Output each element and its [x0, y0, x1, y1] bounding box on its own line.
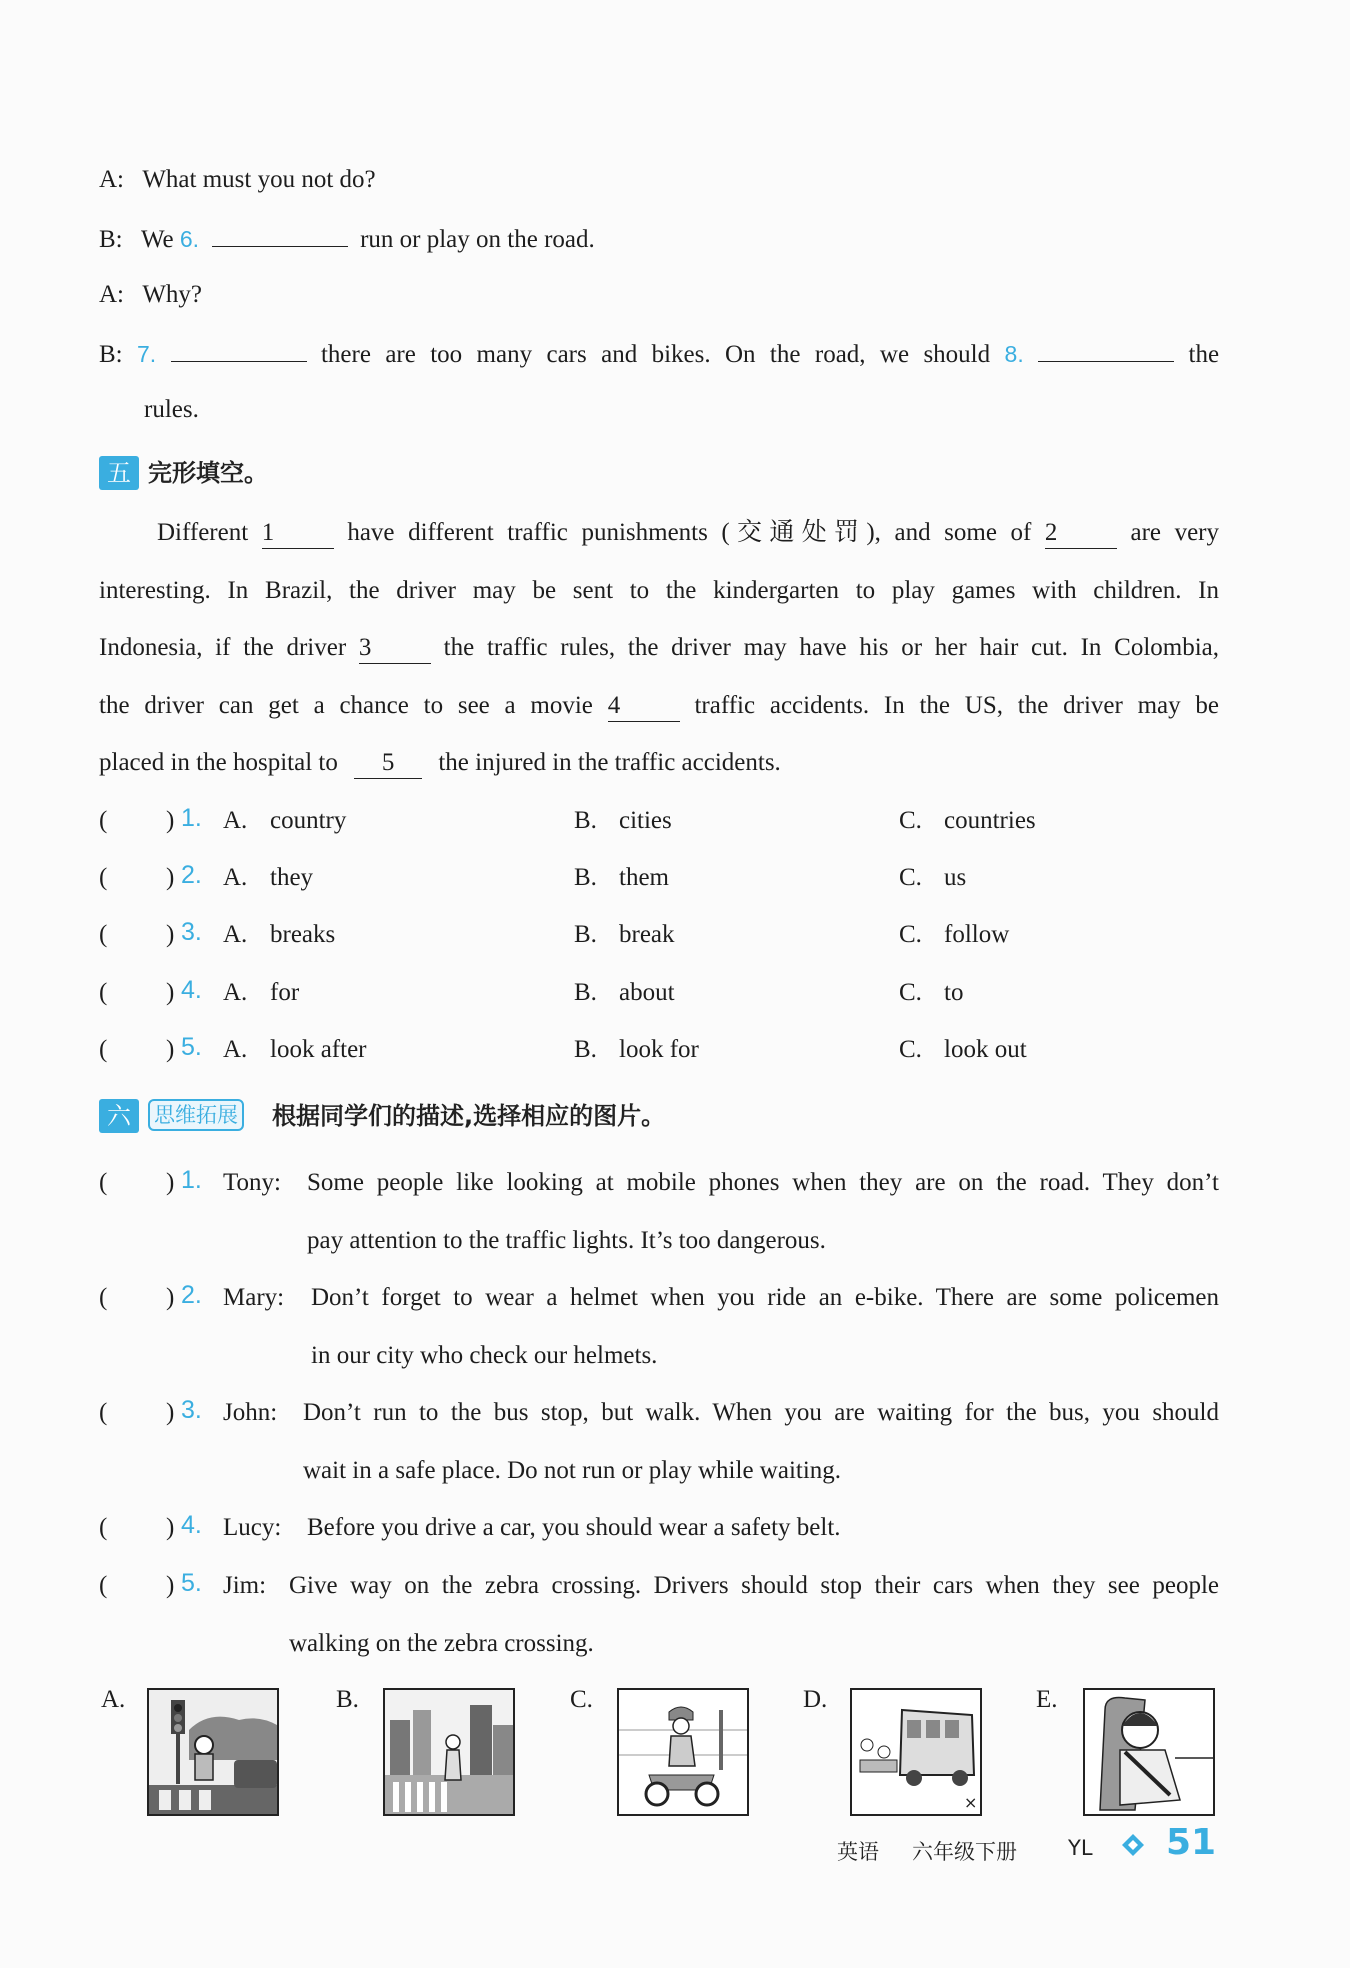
cloze-line-1: [157, 518, 1219, 549]
question-number: 4.: [181, 1511, 202, 1539]
option-b[interactable]: cities: [619, 807, 672, 834]
description-text: Some people like looking at mobile phones when they are on the road. They don’t: [307, 1169, 1219, 1196]
cloze-blank-3[interactable]: 3: [359, 633, 431, 664]
cloze-text: placed in the hospital to: [99, 749, 338, 776]
option-c[interactable]: countries: [944, 807, 1036, 834]
option-letter: C.: [899, 921, 922, 948]
description-text: Don’t run to the bus stop, but walk. When you are waiting for the bus, you should: [303, 1399, 1219, 1426]
picture-label-a: A.: [101, 1686, 126, 1713]
cloze-line-2: interesting. In Brazil, the driver may be sent to the kindergarten to play games with children. In: [99, 577, 1219, 604]
question-number: 5.: [181, 1569, 202, 1597]
section-tag: 思维拓展: [148, 1099, 244, 1131]
section-badge-6: 六: [99, 1099, 139, 1133]
question-number: 5.: [181, 1033, 202, 1061]
dialogue-text: the: [1188, 341, 1220, 368]
option-letter: C.: [899, 979, 922, 1006]
option-c[interactable]: to: [944, 979, 964, 1006]
speaker-label: B:: [99, 226, 123, 253]
option-c[interactable]: follow: [944, 921, 1010, 948]
question-number: 8.: [1004, 341, 1024, 367]
bus-stop-scene-icon: [852, 1690, 980, 1814]
cloze-text: Indonesia, if the driver: [99, 634, 347, 661]
cloze-text: the driver can get a chance to see a movie: [99, 692, 593, 719]
section-badge-5: 五: [99, 456, 139, 490]
speaker-name: Mary:: [223, 1284, 285, 1311]
question-number: 1.: [181, 1166, 202, 1194]
answer-paren[interactable]: (: [99, 807, 108, 834]
question-number: 2.: [181, 861, 202, 889]
speaker-name: Jim:: [223, 1572, 267, 1599]
cloze-blank-4[interactable]: 4: [608, 691, 680, 722]
dialogue-line-2: [99, 222, 595, 255]
question-number: 1.: [181, 804, 202, 832]
answer-paren-close: ): [166, 1572, 175, 1599]
speaker-label: A:: [99, 281, 124, 308]
dialogue-line-1: [99, 165, 376, 195]
cloze-blank-1[interactable]: 1: [262, 518, 334, 549]
option-letter: B.: [574, 1036, 597, 1063]
option-letter: C.: [899, 807, 922, 834]
section-title-6: 根据同学们的描述,选择相应的图片。: [272, 1102, 666, 1130]
dialogue-text: What must you not do?: [142, 166, 376, 193]
cloze-text: are very: [1130, 519, 1220, 546]
picture-d-bus-stop[interactable]: [850, 1688, 982, 1816]
footer-edition: YL: [1068, 1836, 1093, 1860]
answer-paren[interactable]: (: [99, 979, 108, 1006]
speaker-name: John:: [223, 1399, 278, 1426]
seat-belt-scene-icon: [1085, 1690, 1213, 1814]
cloze-line-4: [99, 691, 1219, 722]
picture-b-zebra-crossing[interactable]: [383, 1688, 515, 1816]
cloze-line-5: [99, 748, 781, 779]
picture-e-seat-belt[interactable]: [1083, 1688, 1215, 1816]
dialogue-line-3: [99, 280, 202, 310]
answer-paren-close: ): [166, 1169, 175, 1196]
option-b[interactable]: them: [619, 864, 669, 891]
diamond-icon: [1120, 1832, 1146, 1858]
question-number: 3.: [181, 918, 202, 946]
picture-label-e: E.: [1036, 1686, 1058, 1713]
picture-label-b: B.: [336, 1686, 359, 1713]
answer-paren-close: ): [166, 1514, 175, 1541]
option-letter: A.: [223, 921, 248, 948]
option-b[interactable]: break: [619, 921, 675, 948]
option-c[interactable]: look out: [944, 1036, 1027, 1063]
description-text: Before you drive a car, you should wear a safety belt.: [307, 1514, 841, 1541]
section-title-5: 完形填空。: [148, 459, 268, 487]
answer-paren[interactable]: (: [99, 1169, 108, 1196]
option-letter: B.: [574, 807, 597, 834]
footer-grade: 六年级下册: [912, 1840, 1017, 1864]
description-text: pay attention to the traffic lights. It’s too dangerous.: [307, 1227, 826, 1254]
option-a[interactable]: breaks: [270, 921, 336, 948]
answer-paren[interactable]: (: [99, 921, 108, 948]
helmet-ebike-scene-icon: [619, 1690, 747, 1814]
option-letter: A.: [223, 979, 248, 1006]
cloze-text: the traffic rules, the driver may have his or her hair cut. In Colombia,: [443, 634, 1220, 661]
dialogue-text: We: [140, 226, 174, 253]
page-number: 51: [1166, 1822, 1217, 1863]
answer-paren-close: ): [166, 1284, 175, 1311]
picture-a-traffic-light-phone[interactable]: [147, 1688, 279, 1816]
question-number: 6.: [179, 226, 200, 252]
description-text: Don’t forget to wear a helmet when you ride an e-bike. There are some policemen: [311, 1284, 1219, 1311]
option-a[interactable]: country: [270, 807, 347, 834]
option-b[interactable]: about: [619, 979, 675, 1006]
zebra-crossing-scene-icon: [385, 1690, 513, 1814]
cloze-text: Different: [157, 519, 249, 546]
option-b[interactable]: look for: [619, 1036, 699, 1063]
answer-paren[interactable]: (: [99, 864, 108, 891]
option-c[interactable]: us: [944, 864, 967, 891]
dialogue-text: there are too many cars and bikes. On the road, we should: [320, 341, 991, 368]
option-letter: A.: [223, 1036, 248, 1063]
speaker-name: Tony:: [223, 1169, 281, 1196]
answer-paren-close: ): [166, 921, 175, 948]
description-text: in our city who check our helmets.: [311, 1342, 658, 1369]
description-text: walking on the zebra crossing.: [289, 1630, 594, 1657]
picture-c-helmet-ebike[interactable]: [617, 1688, 749, 1816]
answer-paren[interactable]: (: [99, 1036, 108, 1063]
description-text: Give way on the zebra crossing. Drivers should stop their cars when they see people: [289, 1572, 1219, 1599]
question-number: 7.: [137, 341, 157, 367]
cloze-blank-2[interactable]: 2: [1045, 518, 1117, 549]
option-a[interactable]: for: [270, 979, 300, 1006]
option-letter: B.: [574, 979, 597, 1006]
option-a[interactable]: they: [270, 864, 314, 891]
footer-subject: 英语: [837, 1840, 879, 1864]
speaker-label: B:: [99, 341, 123, 368]
answer-paren-close: ): [166, 1399, 175, 1426]
answer-blank-6[interactable]: [212, 222, 348, 247]
option-letter: C.: [899, 1036, 922, 1063]
option-letter: C.: [899, 864, 922, 891]
answer-paren-close: ): [166, 1036, 175, 1063]
question-number: 3.: [181, 1396, 202, 1424]
cloze-text: have different traffic punishments (交通处罚), and some of: [347, 519, 1032, 546]
picture-label-c: C.: [570, 1686, 593, 1713]
svg-text:×: ×: [964, 1793, 978, 1812]
cloze-line-3: [99, 633, 1219, 664]
answer-blank-8[interactable]: [1038, 337, 1174, 362]
speaker-label: A:: [99, 166, 124, 193]
dialogue-text: run or play on the road.: [360, 226, 595, 253]
cloze-blank-5[interactable]: 5: [354, 748, 422, 779]
answer-paren[interactable]: (: [99, 1284, 108, 1311]
cloze-text: traffic accidents. In the US, the driver may be: [694, 692, 1220, 719]
answer-paren[interactable]: (: [99, 1399, 108, 1426]
answer-paren-close: ): [166, 864, 175, 891]
answer-paren-close: ): [166, 807, 175, 834]
question-number: 2.: [181, 1281, 202, 1309]
option-a[interactable]: look after: [270, 1036, 367, 1063]
description-text: wait in a safe place. Do not run or play while waiting.: [303, 1457, 842, 1484]
dialogue-line-5: rules.: [144, 396, 199, 423]
answer-paren-close: ): [166, 979, 175, 1006]
picture-label-d: D.: [803, 1686, 828, 1713]
option-letter: A.: [223, 807, 248, 834]
answer-paren[interactable]: (: [99, 1572, 108, 1599]
traffic-light-scene-icon: [149, 1690, 277, 1814]
option-letter: B.: [574, 921, 597, 948]
speaker-name: Lucy:: [223, 1514, 282, 1541]
option-letter: A.: [223, 864, 248, 891]
cloze-text: the injured in the traffic accidents.: [438, 749, 781, 776]
answer-paren[interactable]: (: [99, 1514, 108, 1541]
question-number: 4.: [181, 976, 202, 1004]
answer-blank-7[interactable]: [171, 337, 307, 362]
option-letter: B.: [574, 864, 597, 891]
dialogue-text: Why?: [142, 281, 203, 308]
dialogue-line-4: [99, 337, 1219, 370]
